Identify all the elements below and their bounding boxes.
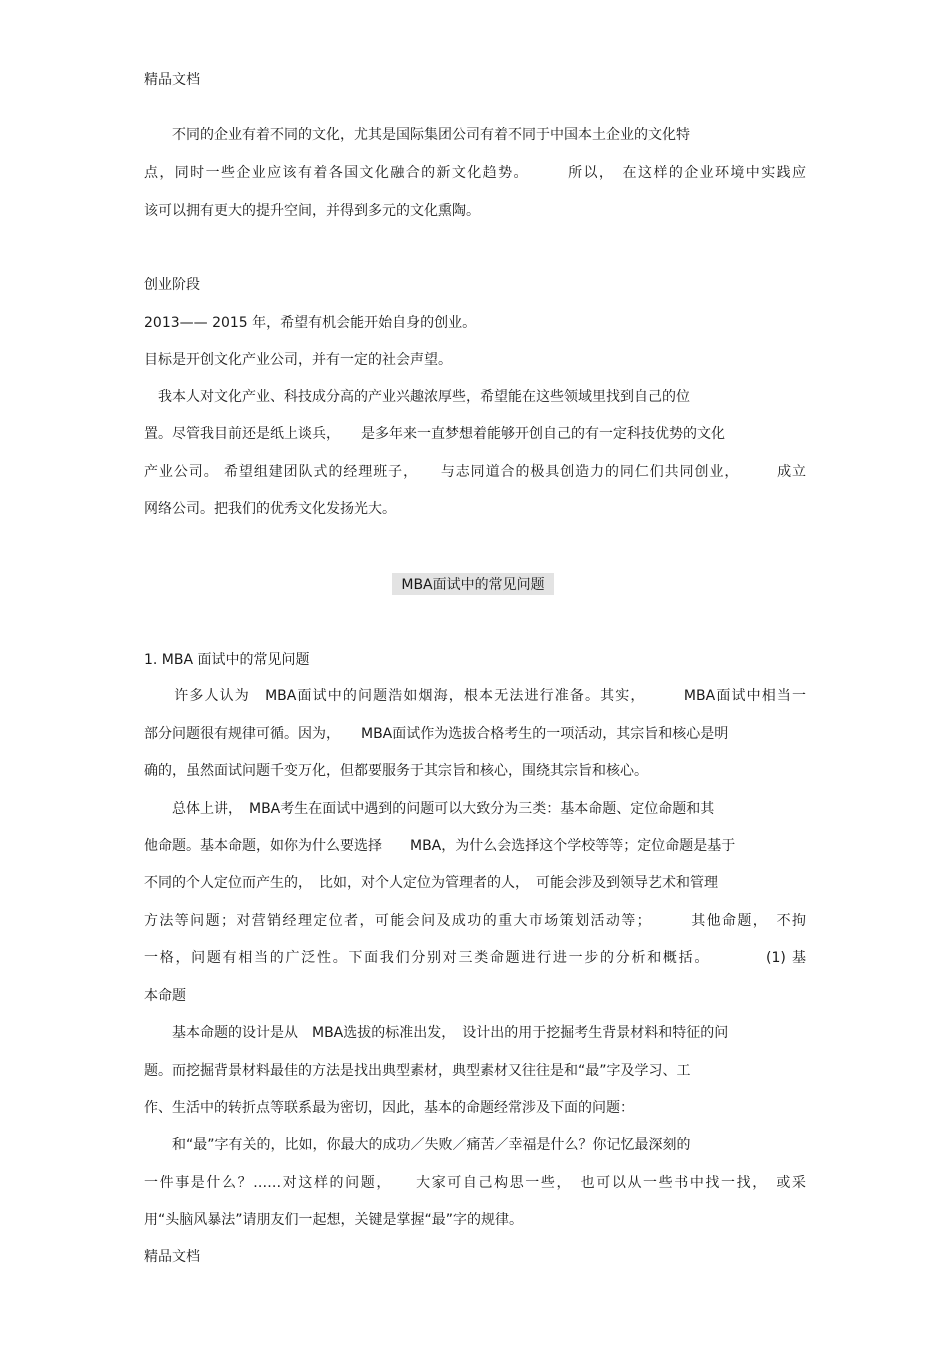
- startup-line-1: 我本人对文化产业、科技成分高的产业兴趣浓厚些，希望能在这些领域里找到自己的位: [144, 389, 690, 405]
- mba-title: MBA面试中的常见问题: [392, 573, 554, 595]
- mba-line-6: 不同的个人定位而产生的， 比如，对个人定位为管理者的人， 可能会涉及到领导艺术和管理: [144, 875, 718, 891]
- mba-line-8: 一格，问题有相当的广泛性。下面我们分别对三类命题进行进一步的分析和概括。 (1) 基: [144, 950, 806, 966]
- culture-line-3: 该可以拥有更大的提升空间，并得到多元的文化熏陶。: [144, 203, 480, 219]
- mba-line-3: 确的，虽然面试问题千变万化，但都要服务于其宗旨和核心，围绕其宗旨和核心。: [144, 763, 648, 779]
- mba-line-9: 本命题: [144, 988, 186, 1004]
- startup-year: 2013—— 2015 年，希望有机会能开始自身的创业。: [144, 315, 477, 331]
- page-footer: 精品文档: [144, 1249, 200, 1265]
- mba-line-5: 他命题。基本命题，如你为什么要选择 MBA，为什么会选择这个学校等等；定位命题是基于: [144, 838, 736, 854]
- mba-line-12: 作、生活中的转折点等联系最为密切，因此，基本的命题经常涉及下面的问题：: [144, 1100, 634, 1116]
- mba-line-15: 用“头脑风暴法”请朋友们一起想，关键是掌握“最”字的规律。: [144, 1212, 524, 1228]
- mba-line-11: 题。而挖掘背景材料最佳的方法是找出典型素材，典型素材又往往是和“最”字及学习、工: [144, 1063, 691, 1079]
- mba-line-13: 和“最”字有关的，比如，你最大的成功／失败／痛苦／幸福是什么？你记忆最深刻的: [144, 1137, 691, 1153]
- mba-line-4: 总体上讲， MBA考生在面试中遇到的问题可以大致分为三类：基本命题、定位命题和其: [144, 801, 715, 817]
- startup-line-4: 网络公司。把我们的优秀文化发扬光大。: [144, 501, 396, 517]
- startup-line-2: 置。尽管我目前还是纸上谈兵， 是多年来一直梦想着能够开创自己的有一定科技优势的文化: [144, 426, 725, 442]
- mba-line-2: 部分问题很有规律可循。因为， MBA面试作为选拔合格考生的一项活动，其宗旨和核心是明: [144, 726, 729, 742]
- startup-goal: 目标是开创文化产业公司，并有一定的社会声望。: [144, 352, 452, 368]
- culture-line-2: 点，同时一些企业应该有着各国文化融合的新文化趋势。 所以， 在这样的企业环境中实践应: [144, 165, 806, 181]
- mba-line-7: 方法等问题；对营销经理定位者，可能会问及成功的重大市场策划活动等； 其他命题， 不拘: [144, 913, 806, 929]
- mba-line-14: 一件事是什么？……对这样的问题， 大家可自己构思一些， 也可以从一些书中找一找， 或采: [144, 1175, 806, 1191]
- page-header: 精品文档: [144, 72, 200, 88]
- startup-heading: 创业阶段: [144, 277, 200, 293]
- mba-line-1: 许多人认为 MBA面试中的问题浩如烟海，根本无法进行准备。其实， MBA面试中相当一: [144, 688, 806, 704]
- mba-line-10: 基本命题的设计是从 MBA选拔的标准出发， 设计出的用于挖掘考生背景材料和特征的问: [144, 1025, 729, 1041]
- mba-section-heading: 1. MBA 面试中的常见问题: [144, 652, 310, 668]
- startup-line-3: 产业公司。 希望组建团队式的经理班子， 与志同道合的极具创造力的同仁们共同创业， 成立: [144, 464, 806, 480]
- culture-line-1: 不同的企业有着不同的文化，尤其是国际集团公司有着不同于中国本土企业的文化特: [144, 127, 690, 143]
